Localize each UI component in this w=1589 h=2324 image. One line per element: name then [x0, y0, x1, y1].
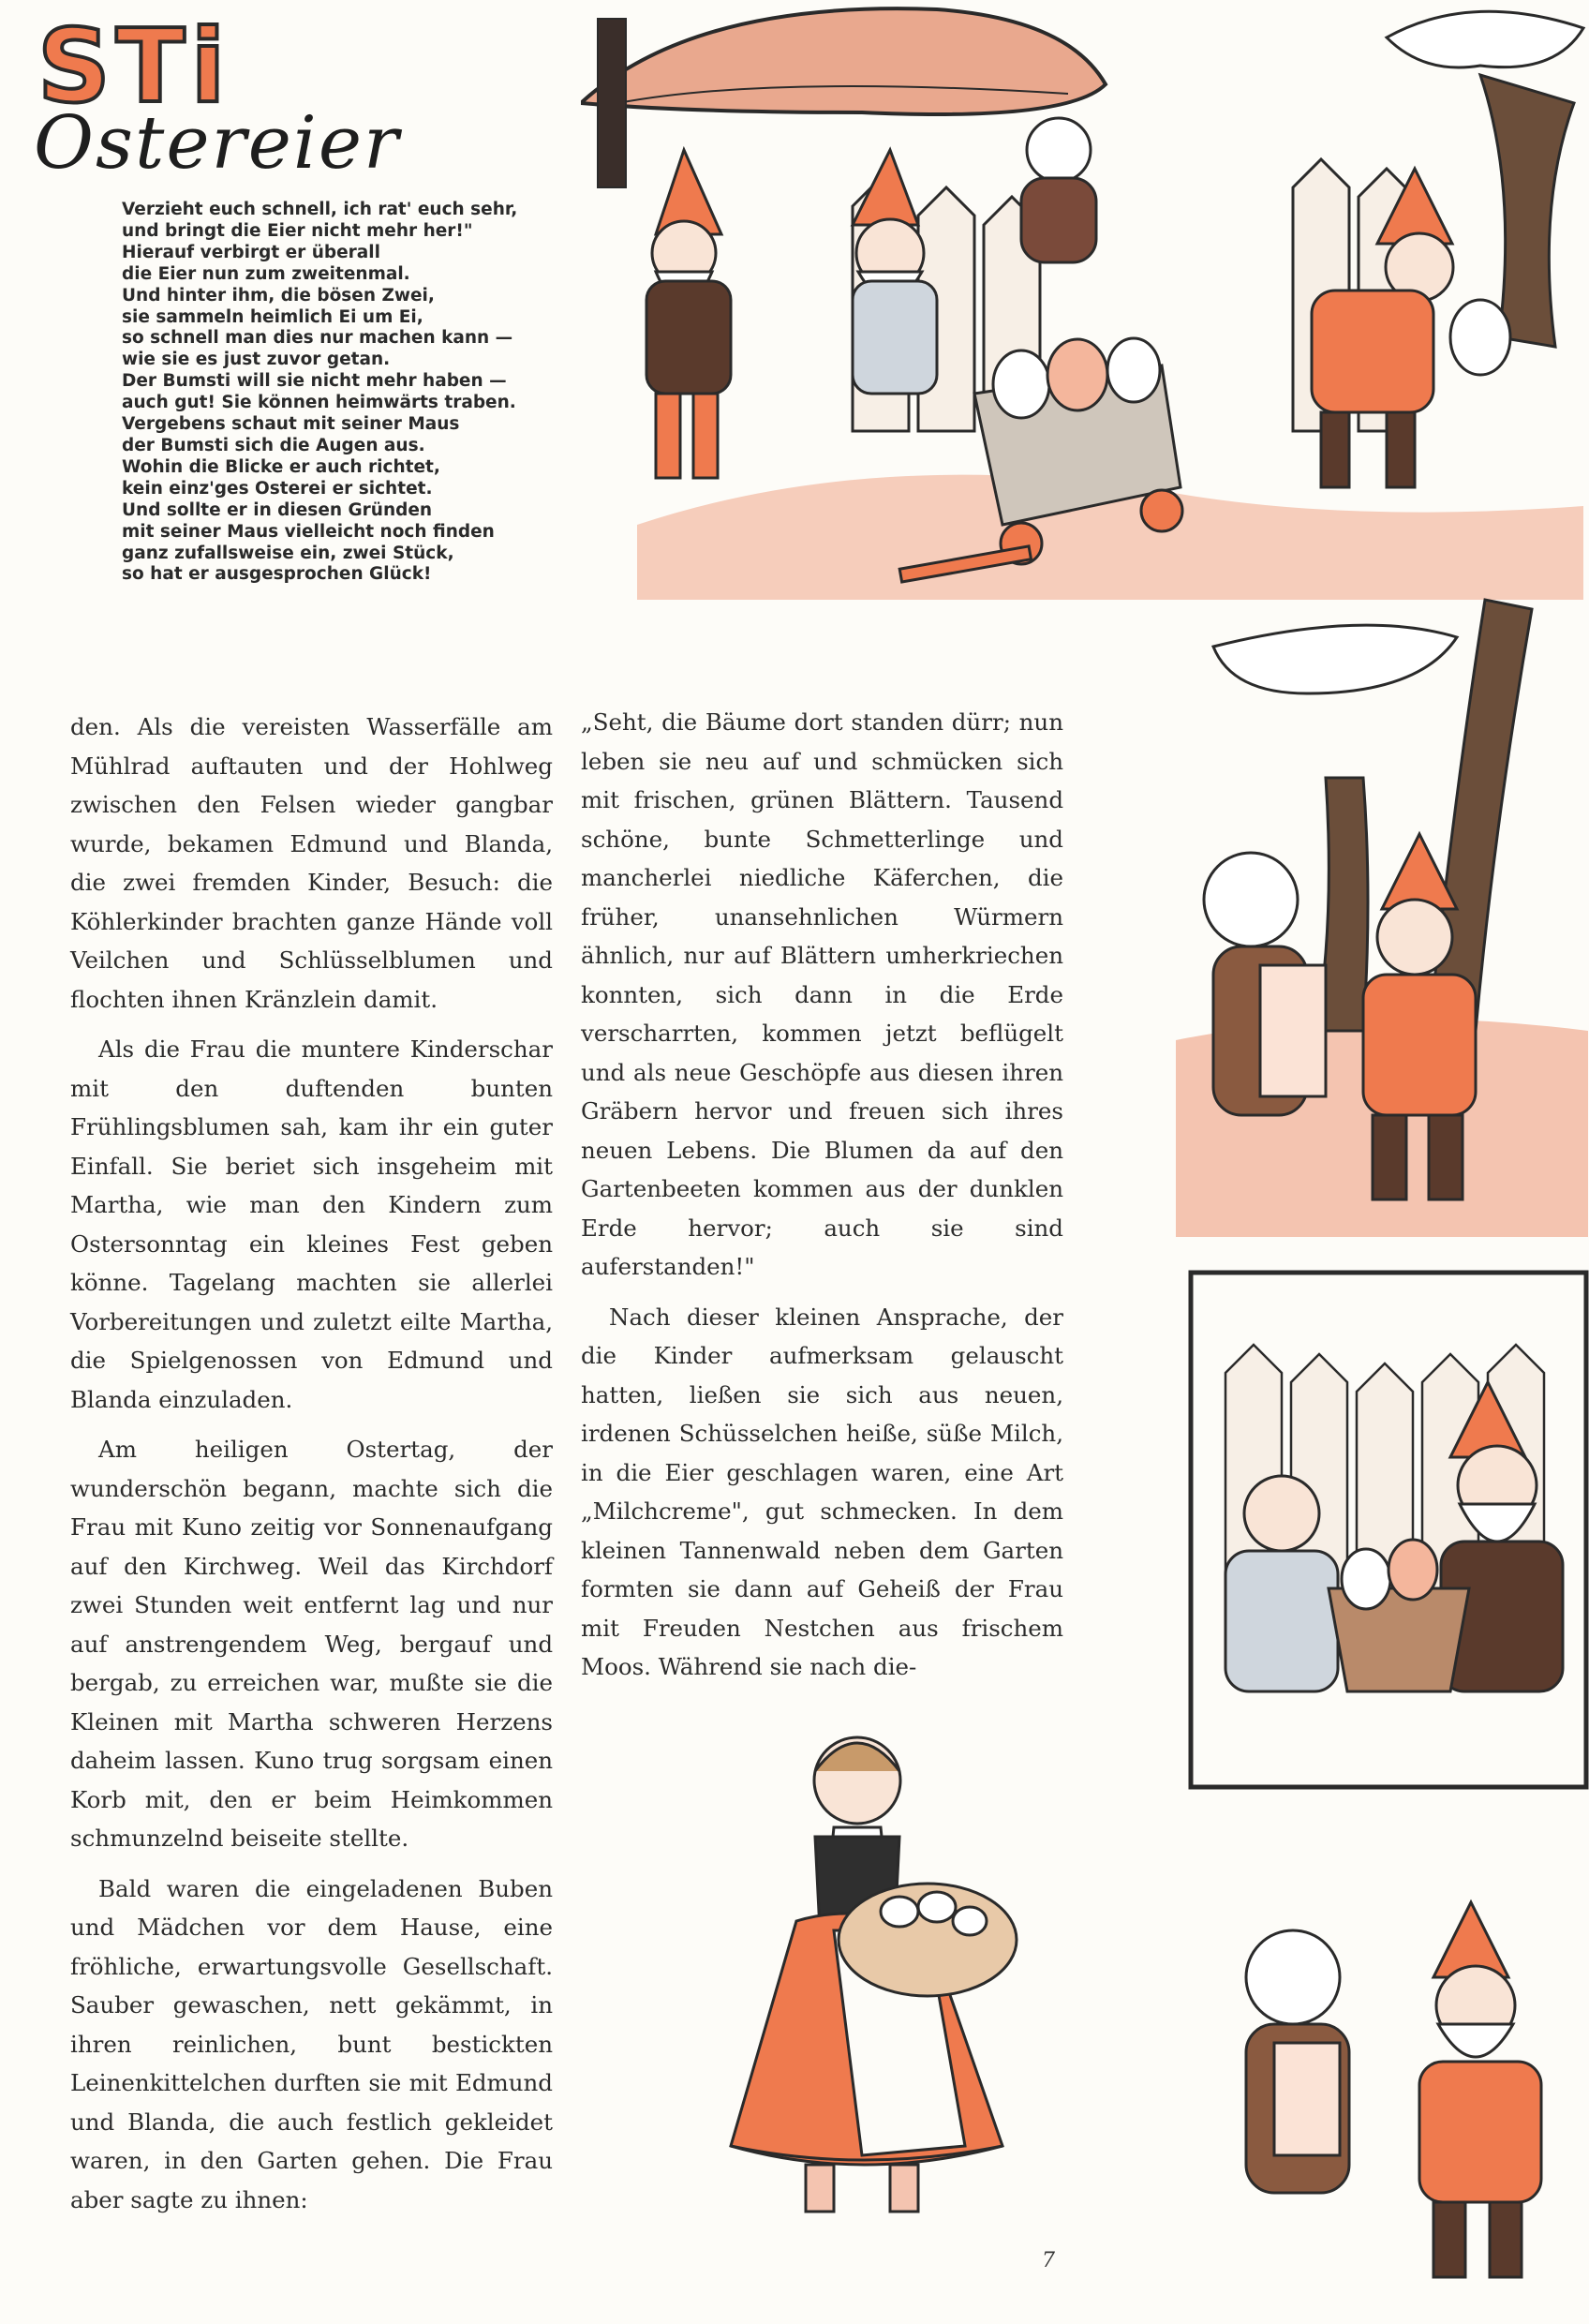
brand-title: STi: [37, 8, 231, 126]
dwarfs-cart-illustration: [581, 0, 1589, 600]
page-number: 7: [1042, 2249, 1055, 2272]
poem-line: so hat er ausgesprochen Glück!: [122, 564, 432, 585]
poem-line: Verzieht euch schnell, ich rat' euch sehr,: [122, 200, 518, 219]
text-column-right: [581, 703, 1063, 1698]
page-subtitle: Ostereier: [34, 101, 401, 186]
poem-line: kein einz'ges Osterei er sichtet.: [122, 478, 433, 499]
poem: [122, 200, 553, 593]
poem-line: Der Bumsti will sie nicht mehr haben —: [122, 371, 507, 392]
poem-line: auch gut! Sie können heimwärts traben.: [122, 393, 516, 413]
paragraph: Am heiligen Ostertag, der wunderschön begann, machte sich die Frau mit Kuno zeitig vor Sonnenaufgang auf den Kirchweg. Weil das Kirchdorf zwei Stunden weit entfernt lag und nur auf anstrengendem Weg, bergauf und bergab, zu erreichen war, mußte sie die Kleinen mit Martha schweren Herzens daheim lassen. Kuno trug sorgsam einen Korb mit, den er beim Heimkommen schmunzelnd beiseite stellte.: [70, 1436, 553, 1852]
paragraph: den. Als die vereisten Wasserfälle am Mühlrad auftauten und der Hohlweg zwischen den Felsen wieder gangbar wurde, bekamen Edmund und Blanda, die zwei fremden Kinder, Besuch: die Köhlerkinder brachten ganze Hände voll Veilchen und Schlüsselblumen und flochten ihnen Kränzlein damit.: [70, 713, 553, 1013]
poem-line: Vergebens schaut mit seiner Maus: [122, 414, 460, 435]
mouse-dwarf-tree-illustration: [1176, 590, 1588, 1237]
poem-line: sie sammeln heimlich Ei um Ei,: [122, 306, 423, 327]
mouse-dwarf-bottom-illustration: [1209, 1874, 1589, 2296]
poem-line: Wohin die Blicke er auch richtet,: [122, 456, 440, 477]
poem-line: wie sie es just zuvor getan.: [122, 350, 391, 370]
paragraph: Als die Frau die muntere Kinderschar mit den duftenden bunten Frühlingsblumen sah, kam ihr ein guter Einfall. Sie beriet sich insgeheim mit Martha, wie man den Kindern zum Ostersonntag ein kleines Fest geben könne. Tagelang machten sie allerlei Vorbereitungen und zuletzt eilte Martha, die Spielgenossen von Edmund und Blanda einzuladen.: [70, 1035, 553, 1413]
paragraph: „Seht, die Bäume dort standen dürr; nun leben sie neu auf und schmücken sich mit frischen, grünen Blättern. Tausend schöne, bunte Schmetterlinge und mancherlei niedliche Käferchen, die früher, unansehnlichen Würmern ähnlich, nur auf Blättern umherkriechen konnten, sich dann in die Erde verscharrten, kommen jetzt beflügelt und als neue Geschöpfe aus diesen ihren Gräbern hervor und freuen sich ihres neuen Lebens. Die Blumen da auf den Gartenbeeten kommen aus der dunklen Erde hervor; auch sie sind auferstanden!": [581, 708, 1063, 1280]
poem-line: Und hinter ihm, die bösen Zwei,: [122, 285, 435, 305]
text-column-left: [70, 708, 553, 2230]
poem-line: Hierauf verbirgt er überall: [122, 242, 380, 262]
poem-line: die Eier nun zum zweitenmal.: [122, 263, 410, 284]
poem-line: ganz zufallsweise ein, zwei Stück,: [122, 543, 454, 563]
girl-egg-basket-illustration: [646, 1706, 1059, 2230]
paragraph: Nach dieser kleinen Ansprache, der die Kinder aufmerksam gelauscht hatten, ließen sie sich aus neuen, irdenen Schüsselchen heiße, süße Milch, in die Eier geschlagen waren, eine Art „Milchcreme", gut schmecken. In dem kleinen Tannenwald neben dem Garten formten sie dann auf Geheiß der Frau mit Freuden Nestchen aus frischem Moos. Während sie nach die-: [581, 1303, 1063, 1680]
poem-line: der Bumsti sich die Augen aus.: [122, 435, 425, 455]
poem-line: so schnell man dies nur machen kann —: [122, 328, 513, 349]
poem-line: Und sollte er in diesen Gründen: [122, 499, 433, 520]
poem-line: mit seiner Maus vielleicht noch finden: [122, 521, 495, 542]
dwarfs-basket-illustration: [1188, 1270, 1589, 1790]
paragraph: Bald waren die eingeladenen Buben und Mädchen vor dem Hause, eine fröhliche, erwartungsvolle Gesellschaft. Sauber gewaschen, nett gekämmt, in ihren reinlichen, bunt bestickten Leinenkittelchen durften sie mit Edmund und Blanda, die auch festlich gekleidet waren, in den Garten gehen. Die Frau aber sagte zu ihnen:: [70, 1874, 553, 2213]
poem-line: und bringt die Eier nicht mehr her!": [122, 220, 473, 241]
